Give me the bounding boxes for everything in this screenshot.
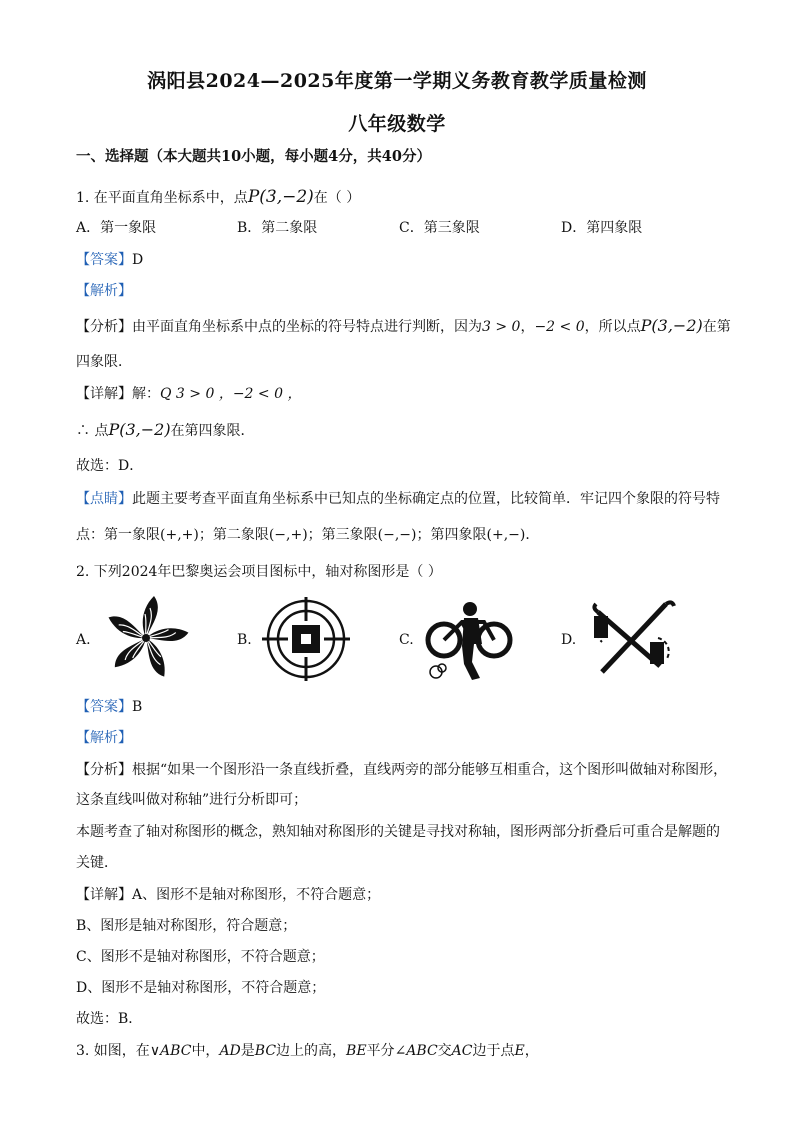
q1-fenxi-line2: 四象限． <box>76 354 132 370</box>
q1-dianjing-text: 此题主要考查平面直角坐标系中已知点的坐标确定点的位置，比较简单．牢记四个象限的符号特 <box>132 491 720 507</box>
q3-ac: AC <box>451 1043 473 1059</box>
q1-fenxi-text-c: 在第 <box>702 319 731 335</box>
q3-stem-a: 3. 如图，在 <box>76 1043 150 1059</box>
q1-detail-math: Q 3 > 0 ，−2 < 0 ， <box>160 386 302 402</box>
hockey-sticks-icon <box>588 598 680 680</box>
q1-dianjing-tag: 【点睛】 <box>76 491 132 507</box>
q1-option-d: D．第四象限 <box>561 220 643 236</box>
q1-answer-value: D <box>132 252 144 268</box>
q2-detail-d: D、图形不是轴对称图形，不符合题意； <box>76 980 326 996</box>
q1-option-a: A．第一象限 <box>76 220 157 236</box>
q1-fenxi-text-b: ，所以点 <box>584 319 641 335</box>
q2-answer-tag: 【答案】 <box>76 699 132 715</box>
q1-detail-line2 <box>76 420 736 441</box>
q3-stem-f: 交 <box>437 1043 452 1059</box>
q3-be: BE <box>346 1043 367 1059</box>
target-square-icon <box>260 596 352 682</box>
q3-stem-c: 是 <box>240 1043 255 1059</box>
q1-stem-prefix: 1. 在平面直角坐标系中，点 <box>76 190 248 206</box>
q1-fenxi-math1: 3 > 0 <box>482 319 521 335</box>
q2-detail-tag: 【详解】 <box>76 887 132 903</box>
q1-fenxi-math2: −2 < 0 <box>534 319 585 335</box>
q1-option-c: C．第三象限 <box>399 220 480 236</box>
q1-detail-conclusion: 在第四象限． <box>170 423 255 439</box>
q1-fenxi-point: P(3,−2) <box>640 316 703 335</box>
q3-ad: AD <box>219 1043 241 1059</box>
q1-fenxi-sep: ， <box>520 319 535 335</box>
q1-therefore: ∴ 点 <box>76 423 109 439</box>
q1-detail-text: 解： <box>132 386 160 402</box>
q3-stem <box>76 1041 736 1061</box>
q3-stem-e: 平分 <box>366 1043 395 1059</box>
q2-detail-b: B、图形是轴对称图形，符合题意； <box>76 918 297 934</box>
q2-fenxi-line3: 本题考查了轴对称图形的概念，熟知轴对称图形的关键是寻找对称轴，图形两部分折叠后可重合是解题的 <box>76 824 720 840</box>
q1-dianjing-line1 <box>76 489 736 509</box>
q2-detail-c: C、图形不是轴对称图形，不符合题意； <box>76 949 325 965</box>
q2-fenxi-line1 <box>76 760 736 780</box>
q1-stem-suffix: 在（ ） <box>313 190 361 206</box>
q3-bc: BC <box>254 1043 277 1059</box>
section-heading: 一、选择题（本大题共10小题，每小题4分，共40分） <box>76 148 431 165</box>
q2-detail-a-text: A、图形不是轴对称图形，不符合题意； <box>132 887 381 903</box>
q2-figure-a-label: A. <box>76 632 91 648</box>
q3-stem-b: 中， <box>191 1043 220 1059</box>
q1-fenxi-line1 <box>76 316 736 337</box>
q1-answer <box>76 250 736 270</box>
q3-stem-g: 边于点 <box>472 1043 515 1059</box>
q2-fenxi-text: 根据“如果一个图形沿一条直线折叠，直线两旁的部分能够互相重合，这个图形叫做轴对称图形， <box>132 762 728 778</box>
q1-point: P(3,−2) <box>247 187 314 207</box>
q1-dianjing-line2: 点：第一象限(+,+)；第二象限(−,+)；第三象限(−,−)；第四象限(+,−)． <box>76 527 540 543</box>
q2-figure-b-label: B. <box>237 632 252 648</box>
q3-triangle: ∨ABC <box>149 1043 192 1059</box>
q1-detail-line1 <box>76 384 736 404</box>
q1-detail-point: P(3,−2) <box>108 420 171 439</box>
q1-fenxi-text-a: 由平面直角坐标系中点的坐标的符号特点进行判断，因为 <box>132 319 482 335</box>
q3-angle: ∠ABC <box>394 1043 438 1059</box>
q1-detail-tag: 【详解】 <box>76 386 132 402</box>
q2-fenxi-line2: 这条直线叫做对称轴”进行分析即可； <box>76 792 308 808</box>
q3-stem-h: ， <box>524 1043 539 1059</box>
q2-figure-d-label: D. <box>561 632 577 648</box>
q1-option-b: B．第二象限 <box>237 220 318 236</box>
q2-detail-a <box>76 885 736 905</box>
q2-choose: 故选：B． <box>76 1011 143 1027</box>
q1-choose: 故选：D． <box>76 458 144 474</box>
q3-e: E <box>514 1043 525 1059</box>
q2-analysis-tag: 【解析】 <box>76 730 132 746</box>
q2-fenxi-tag: 【分析】 <box>76 762 132 778</box>
q2-fenxi-line4: 关键． <box>76 855 118 871</box>
q2-stem: 2. 下列2024年巴黎奥运会项目图标中，轴对称图形是（ ） <box>76 564 442 580</box>
page-title: 涡阳县2024—2025年度第一学期义务教育教学质量检测 <box>147 70 647 92</box>
page-subtitle: 八年级数学 <box>348 113 446 135</box>
q2-figure-c-label: C. <box>399 632 414 648</box>
q1-analysis-tag: 【解析】 <box>76 283 132 299</box>
q1-stem <box>76 187 736 208</box>
q2-answer-value: B <box>132 699 143 715</box>
q1-fenxi-tag: 【分析】 <box>76 319 132 335</box>
q3-stem-d: 边上的高， <box>276 1043 347 1059</box>
cyclist-carrying-bike-icon <box>422 600 516 682</box>
windsurf-pinwheel-icon <box>98 594 194 682</box>
q1-answer-tag: 【答案】 <box>76 252 132 268</box>
q2-answer <box>76 697 736 717</box>
